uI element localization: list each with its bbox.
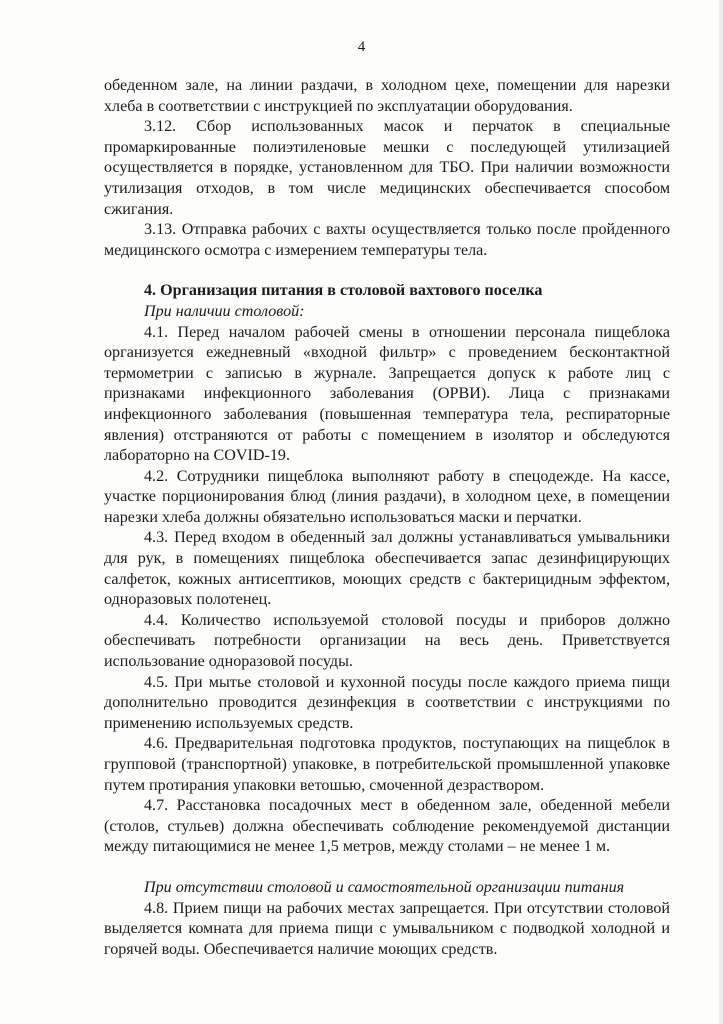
paragraph-4-1: 4.1. Перед началом рабочей смены в отношении персонала пищеблока организуется ежедневный «входной фильтр» с проведением бесконтактной термометрии с записью в журнале. Запрещается допуск к работе лиц с признаками инфекционного заболевания (ОРВИ). Лица с признаками инфекционного заболевания (повышенная температура тела, респираторные явления) отстраняются от работы с помещением в изолятор и обследуются лабораторно на COVID-19. <box>104 323 670 465</box>
paragraph-continuation: обеденном зале, на линии раздачи, в холодном цехе, помещении для нарезки хлеба в соответствии с инструкцией по эксплуатации оборудования. <box>104 77 670 115</box>
subheading-canteen: При наличии столовой: <box>144 302 305 320</box>
paragraph-4-8: 4.8. Прием пищи на рабочих местах запрещается. При отсутствии столовой выделяется комната для приема пищи с умывальником с подводкой холодной и горячей воды. Обеспечивается наличие моющих средств. <box>104 899 670 958</box>
subheading-no-canteen: При отсутствии столовой и самостоятельной организации питания <box>144 878 625 896</box>
paragraph-4-2: 4.2. Сотрудники пищеблока выполняют работу в спецодежде. На кассе, участке порционирования блюд (линия раздачи), в холодном цехе, в помещении нарезки хлеба должны обязательно использоваться маски и перчатки. <box>104 467 670 526</box>
document-body <box>104 76 670 960</box>
paragraph-3-13: 3.13. Отправка рабочих с вахты осуществляется только после пройденного медицинского осмотра с измерением температуры тела. <box>104 221 670 259</box>
paragraph-4-5: 4.5. При мытье столовой и кухонной посуды после каждого приема пищи дополнительно проводится дезинфекция в соответствии с инструкциями по применению используемых средств. <box>104 673 670 732</box>
page-number: 4 <box>357 39 366 55</box>
section-heading-4: 4. Организация питания в столовой вахтового поселка <box>144 282 543 300</box>
paragraph-4-3: 4.3. Перед входом в обеденный зал должны устанавливаться умывальники для рук, в помещениях пищеблока обеспечивается запас дезинфицирующих салфеток, кожных антисептиков, моющих средств с бактерицидным эффектом, одноразовых полотенец. <box>104 529 670 609</box>
paragraph-4-4: 4.4. Количество используемой столовой посуды и приборов должно обеспечивать потребности организации на весь день. Приветствуется использование одноразовой посуды. <box>104 611 670 671</box>
paragraph-3-12: 3.12. Сбор использованных масок и перчаток в специальные промаркированные полиэтиленовые мешки с последующей утилизацией осуществляется в порядке, установленном для ТБО. При наличии возможности утилизация отходов, в том числе медицинских обеспечивается способом сжигания. <box>104 118 670 218</box>
paragraph-4-6: 4.6. Предварительная подготовка продуктов, поступающих на пищеблок в групповой (транспортной) упаковке, в потребительской промышленной упаковке путем протирания упаковки ветошью, смоченной дезраствором. <box>104 735 670 794</box>
paragraph-4-7: 4.7. Расстановка посадочных мест в обеденном зале, обеденной мебели (столов, стульев) должна обеспечивать соблюдение рекомендуемой дистанции между питающимися не менее 1,5 метров, между столами – не менее 1 м. <box>104 797 670 856</box>
scan-edge-shadow <box>719 0 723 1024</box>
